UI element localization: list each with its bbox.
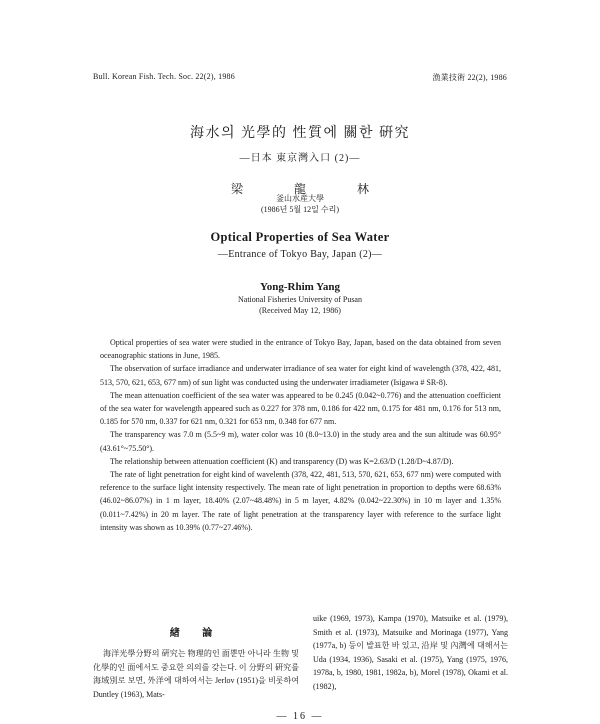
english-subtitle: —Entrance of Tokyo Bay, Japan (2)— xyxy=(217,249,383,260)
korean-affiliation: 釜山水産大學 xyxy=(276,194,324,203)
abstract-paragraph: The mean attenuation coefficient of the sea water was appeared to be 0.245 (0.042~0.776) and the attenuation coefficient of the sea water for wavelength appeared such as 0.227 for 378 nm, 0.186 for 422 nm, 0.175 for 481 nm, 0.176 for 513 nm, 0.185 for 570 nm, 0.337 for 621 nm, 0.321 for 653 nm, 0.348 for 677 nm. xyxy=(100,390,501,427)
abstract-paragraph: The observation of surface irradiance and underwater irradiance of sea water for eight kind of wavelength (378, 422, 481, 513, 570, 621, 653, 677 nm) of sun light was conducted using the underwater irradiameter (Isigawa # SR-8). xyxy=(100,364,501,387)
page-number: — 16 — xyxy=(276,711,324,722)
introduction-text-right: uike (1969, 1973), Kampa (1970), Matsuike et al. (1979), Smith et al. (1973), Matsuike and Morinaga (1977), Yang (1977a, b) 등이 발표한 바 있고, 沿岸 및 內灣에 대해서는 Uda (1934, 1936), Sasaki et al. (1975), Yang (1975, 1976, 1978a, b, 1980, 1981, 1982a, b), Morel (1978), Okami et al. (1982), xyxy=(313,614,508,691)
english-title: Optical Properties of Sea Water xyxy=(210,230,390,244)
journal-citation-english: Bull. Korean Fish. Tech. Soc. 22(2), 1986 xyxy=(93,72,235,81)
introduction-text-left: 海洋光學分野의 硏究는 物理的인 面뿐만 아니라 生物 및 化學的인 面에서도 중요한 의의를 갖는다. 이 分野의 硏究를 海域別로 보면, 外洋에 대하여서는 Jerlov (1951)을 비롯하여 Duntley (1963), Mats- xyxy=(93,649,299,699)
running-header xyxy=(93,72,507,83)
korean-title: 海水의 光學的 性質에 關한 硏究 xyxy=(189,126,411,141)
english-author: Yong-Rhim Yang xyxy=(260,281,340,293)
journal-citation-korean: 漁業技術 22(2), 1986 xyxy=(432,73,507,82)
author-char: 林 xyxy=(356,182,369,196)
section-heading-introduction: 緖 論 xyxy=(169,628,223,639)
abstract-paragraph: The relationship between attenuation coefficient (K) and transparency (D) was K=2.63/D (1.28/D~4.87/D). xyxy=(110,456,454,466)
author-char: 梁 xyxy=(230,182,243,196)
abstract-paragraph: The rate of light penetration for eight kind of wavelenth (378, 422, 481, 513, 570, 621, 653, 677 nm) were computed with reference to the surface light intensity respectively. The mean rate of light penetration in proportion to depths were 68.63% (46.02~86.07%) in 1 m layer, 18.40% (2.07~48.48%) in 5 m layer, 4.82% (0.042~22.30%) in 10 m layer and 1.35% (0.011~7.42%) in 20 m layer. The rate of light penetration at the transparency layer with reference to the surface light intensity was shown as 10.39% (0.77~27.46%). xyxy=(100,470,501,532)
abstract-paragraph: The transparency was 7.0 m (5.5~9 m), water color was 10 (8.0~13.0) in the study area and the sun altitude was 60.95° (43.61°~75.50°). xyxy=(100,430,501,453)
english-received-date: (Received May 12, 1986) xyxy=(259,306,341,315)
abstract-paragraph: Optical properties of sea water were studied in the entrance of Tokyo Bay, Japan, based on the data obtained from seven oceanographic stations in June, 1985. xyxy=(100,338,501,361)
english-affiliation: National Fisheries University of Pusan xyxy=(238,295,362,304)
author-char: 龍 xyxy=(293,182,306,196)
introduction-left-column xyxy=(93,624,299,701)
abstract xyxy=(100,336,501,534)
korean-received-date: (1986년 5월 12일 수리) xyxy=(261,205,339,214)
korean-subtitle: —日本 東京灣入口 (2)— xyxy=(239,153,361,164)
